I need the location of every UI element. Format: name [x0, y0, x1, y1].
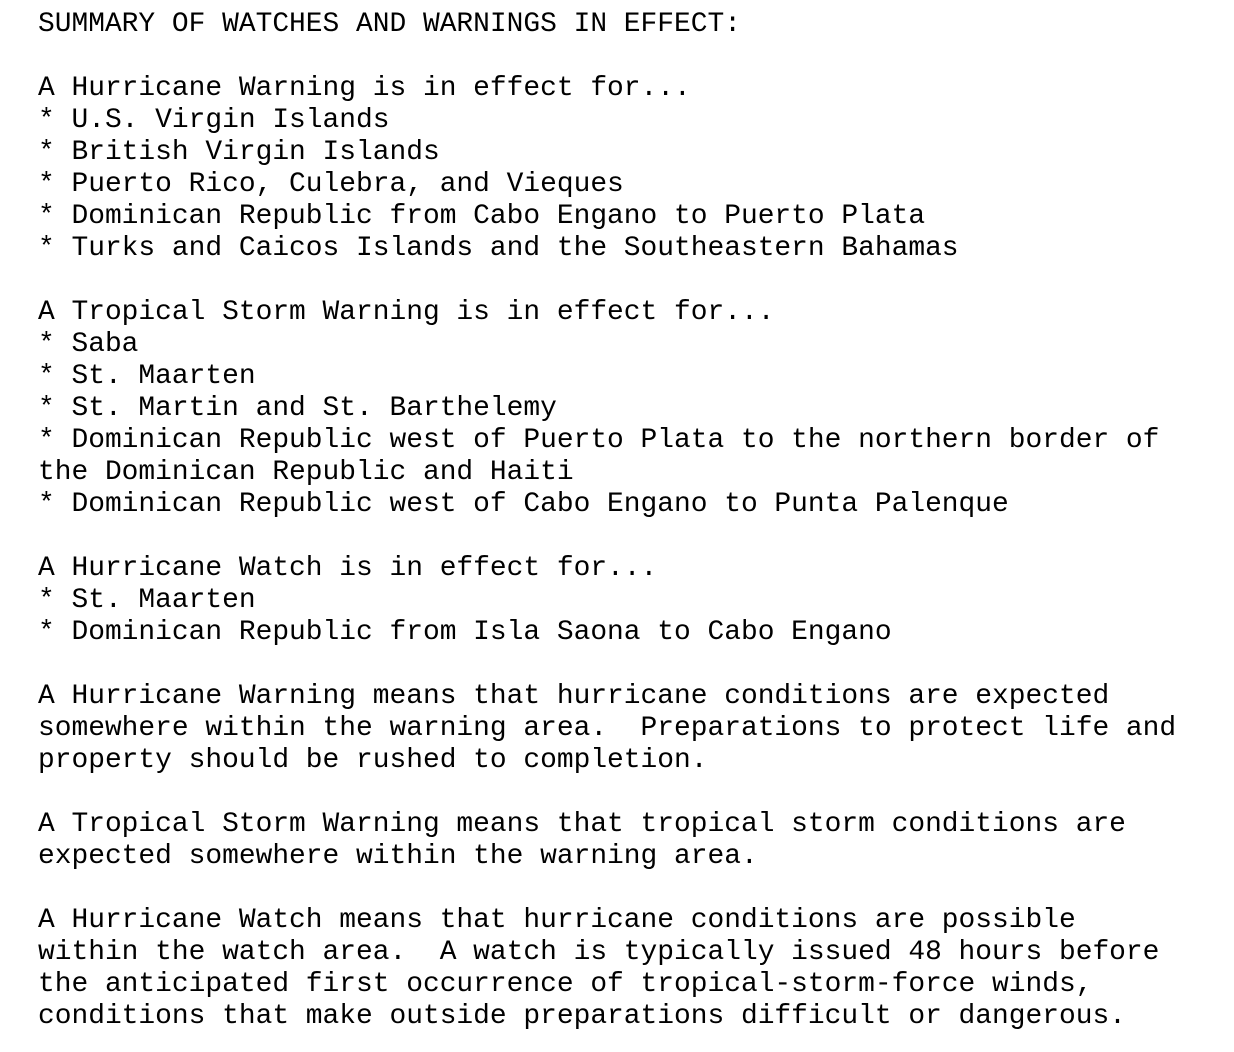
- spacer: [38, 521, 1228, 553]
- tropical-storm-warning-item-continuation: the Dominican Republic and Haiti: [38, 457, 574, 488]
- hurricane-watch-item: * Dominican Republic from Isla Saona to Cabo Engano: [38, 617, 892, 648]
- definition-line: the anticipated first occurrence of tropical-storm-force winds,: [38, 969, 1093, 1000]
- hurricane-warning-item: * Puerto Rico, Culebra, and Vieques: [38, 169, 624, 200]
- hurricane-watch-item: * St. Maarten: [38, 585, 256, 616]
- definition-line: expected somewhere within the warning area.: [38, 841, 758, 872]
- hurricane-warning-item: * U.S. Virgin Islands: [38, 105, 390, 136]
- summary-heading: SUMMARY OF WATCHES AND WARNINGS IN EFFECT:: [38, 9, 741, 40]
- definition-line: A Tropical Storm Warning means that tropical storm conditions are: [38, 809, 1126, 840]
- hurricane-warning-definition: [38, 681, 1228, 777]
- tropical-storm-warning-definition: [38, 809, 1228, 873]
- tropical-storm-warning-intro: A Tropical Storm Warning is in effect for...: [38, 297, 775, 328]
- tropical-storm-warning-section: [38, 297, 1228, 521]
- hurricane-warning-section: [38, 73, 1228, 265]
- hurricane-warning-item: * Turks and Caicos Islands and the Southeastern Bahamas: [38, 233, 959, 264]
- spacer: [38, 649, 1228, 681]
- tropical-storm-warning-item: * Saba: [38, 329, 139, 360]
- hurricane-watch-section: [38, 553, 1228, 649]
- hurricane-watch-intro: A Hurricane Watch is in effect for...: [38, 553, 658, 584]
- hurricane-warning-item: * Dominican Republic from Cabo Engano to Puerto Plata: [38, 201, 926, 232]
- spacer: [38, 265, 1228, 297]
- hurricane-watch-definition: [38, 905, 1228, 1033]
- hurricane-warning-intro: A Hurricane Warning is in effect for...: [38, 73, 691, 104]
- definition-line: A Hurricane Watch means that hurricane conditions are possible: [38, 905, 1076, 936]
- spacer: [38, 41, 1228, 73]
- spacer: [38, 777, 1228, 809]
- tropical-storm-warning-item: * Dominican Republic west of Puerto Plata to the northern border of: [38, 425, 1160, 456]
- spacer: [38, 873, 1228, 905]
- definition-line: property should be rushed to completion.: [38, 745, 708, 776]
- definition-line: within the watch area. A watch is typically issued 48 hours before: [38, 937, 1160, 968]
- tropical-storm-warning-item: * Dominican Republic west of Cabo Engano to Punta Palenque: [38, 489, 1009, 520]
- tropical-storm-warning-item: * St. Maarten: [38, 361, 256, 392]
- definition-line: conditions that make outside preparations difficult or dangerous.: [38, 1001, 1126, 1032]
- definition-line: somewhere within the warning area. Preparations to protect life and: [38, 713, 1177, 744]
- definition-line: A Hurricane Warning means that hurricane conditions are expected: [38, 681, 1110, 712]
- advisory-document: [38, 9, 1228, 1033]
- tropical-storm-warning-item: * St. Martin and St. Barthelemy: [38, 393, 557, 424]
- hurricane-warning-item: * British Virgin Islands: [38, 137, 440, 168]
